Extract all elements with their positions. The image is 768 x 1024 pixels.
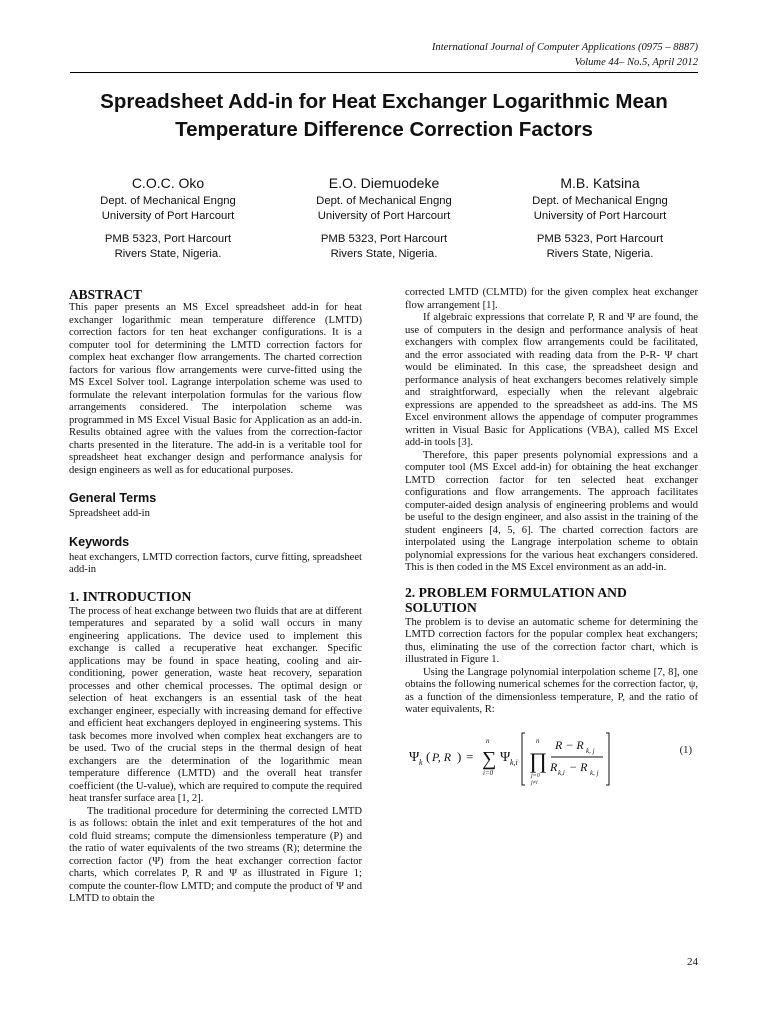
svg-text:Ψ: Ψ: [409, 749, 420, 765]
svg-text:k,i: k,i: [558, 768, 565, 777]
svg-text:(: (: [426, 748, 431, 764]
introduction-paragraph: The process of heat exchange between two fluids that are at different temperatures and separated by a solid wall occurs in many engineering applications. The device used to implement this exchange is called a recuperative heat exchanger. Specific applications may be found in space heating, cooling and air-conditioning, power generation, waste heat recovery, separation processes and other chemical processes. The optimal design or selection of heat exchangers is an essential task of the heat exchanger engineer, especially with increasing demand for effective and efficient heat exchangers deployed in engineering systems. This task becomes more involved when complex heat exchangers are to be used. Two of the crucial steps in the thermal design of heat exchangers are the determination of the logarithmic mean temperature difference (LMTD) and the overall heat transfer coefficient (the U-value), which are required to compute the required heat transfer surface area [1, 2].: [69, 605, 362, 804]
author-address: PMB 5323, Port Harcourt: [320, 233, 448, 245]
section2-heading-line: SOLUTION: [405, 599, 477, 615]
svg-text:j≠i: j≠i: [531, 779, 538, 786]
journal-name: International Journal of Computer Applications (0975 – 8887): [431, 42, 698, 53]
section2-paragraph: Using the Langrage polynomial interpolation scheme [7, 8], one obtains the following numerical schemes for the correction factor, ψ, as a function of the dimensionless temperature, P, and the ratio of water equivalents, R:: [405, 666, 698, 715]
journal-volume: Volume 44– No.5, April 2012: [574, 57, 698, 68]
svg-text:k, j: k, j: [586, 746, 595, 755]
left-column: [69, 287, 362, 906]
author-location: Rivers State, Nigeria.: [114, 247, 222, 260]
author-university: University of Port Harcourt: [317, 209, 451, 222]
author-name: M.B. Katsina: [560, 175, 640, 191]
author-list: [60, 174, 708, 261]
svg-text:=: =: [466, 748, 474, 764]
svg-text:): ): [457, 748, 462, 764]
author-dept: Dept. of Mechanical Engng: [100, 195, 236, 207]
abstract-heading: ABSTRACT: [69, 287, 142, 302]
right-column: [405, 287, 698, 789]
introduction-paragraph-continued: corrected LMTD (CLMTD) for the given complex heat exchanger flow arrangement [1].: [405, 287, 698, 311]
equation-number: (1): [679, 744, 692, 756]
svg-text:k: k: [419, 757, 423, 767]
svg-text:n: n: [486, 736, 490, 745]
svg-text:i=0: i=0: [483, 768, 494, 777]
section2-heading: [405, 585, 698, 615]
section2-heading-line: 2. PROBLEM FORMULATION AND: [405, 584, 627, 600]
abstract-text: This paper presents an MS Excel spreadsheet add-in for heat exchanger logarithmic mean temperature difference (LMTD) correction factors for ten heat exchanger configurations. It is a computer tool for determining the LMTD correction factors for complex heat exchanger flow arrangements. The charted correction factors for various flow arrangements were curve-fitted using the MS Excel Solver tool. Lagrange interpolation scheme was used to formulate the relevant interpolation formulas for the various flow arrangements considered. The interpolation scheme was programmed in MS Excel Visual Basic for Application as an add-in. Results obtained agree with the values from the correction-factor charts presented in the literature. The add-in is a veritable tool for spreadsheet heat exchanger design and performance analysis for design engineers as well as for educational purposes.: [69, 302, 362, 476]
page-number: 24: [687, 956, 698, 968]
svg-text:P, R: P, R: [432, 749, 452, 764]
author-university: University of Port Harcourt: [533, 209, 667, 222]
svg-text:n: n: [536, 736, 540, 745]
author-location: Rivers State, Nigeria.: [546, 247, 654, 260]
section2-paragraph: The problem is to devise an automatic scheme for determining the LMTD correction factors for the popular complex heat exchangers; thus, eliminating the use of the correction factor chart, which is illustrated in Figure 1.: [405, 616, 698, 665]
keywords-heading: Keywords: [69, 534, 130, 549]
svg-text:∏: ∏: [529, 747, 548, 773]
header-rule: [70, 72, 698, 73]
svg-text:j=0: j=0: [531, 772, 540, 779]
general-terms-heading: General Terms: [69, 491, 157, 505]
author-address: PMB 5323, Port Harcourt: [104, 233, 232, 245]
introduction-paragraph: The traditional procedure for determining the corrected LMTD is as follows: obtain the inlet and exit temperatures of the hot and cold fluid streams; compute the dimensionless temperature (P) and the ratio of water equivalents of the two streams (R); determine the correction factor (Ψ) from the heat exchanger correction factor charts, which correlates P, R and Ψ as illustrated in Figure 1; compute the counter-flow LMTD; and compute the product of Ψ and LMTD to obtain the: [69, 805, 362, 904]
author-address: PMB 5323, Port Harcourt: [536, 233, 664, 245]
svg-text:k, j: k, j: [590, 768, 599, 777]
svg-text:R: R: [550, 759, 558, 774]
author-dept: Dept. of Mechanical Engng: [532, 195, 668, 207]
keywords-text: heat exchangers, LMTD correction factors, curve fitting, spreadsheet add-in: [69, 551, 362, 575]
paper-title: Spreadsheet Add-in for Heat Exchanger Logarithmic Mean Temperature Difference Correction Factors: [100, 90, 668, 141]
journal-header: [432, 40, 698, 70]
author-block: [492, 174, 708, 261]
svg-text:k,i: k,i: [510, 757, 518, 767]
svg-text:∑: ∑: [482, 747, 497, 770]
svg-text:− R: − R: [569, 759, 588, 774]
lagrange-interpolation-formula: [405, 727, 665, 789]
author-block: [60, 174, 276, 261]
author-location: Rivers State, Nigeria.: [330, 247, 438, 260]
equation-1: [405, 727, 698, 789]
author-dept: Dept. of Mechanical Engng: [316, 195, 452, 207]
svg-text:Ψ: Ψ: [500, 749, 511, 765]
author-university: University of Port Harcourt: [101, 209, 235, 222]
general-terms-text: Spreadsheet add-in: [69, 508, 150, 519]
author-name: E.O. Diemuodeke: [328, 175, 440, 191]
author-block: [276, 174, 492, 261]
author-name: C.O.C. Oko: [131, 175, 205, 191]
introduction-heading: 1. INTRODUCTION: [69, 588, 192, 604]
introduction-paragraph: Therefore, this paper presents polynomial expressions and a computer tool (MS Excel add-in) for obtaining the heat exchanger LMTD correction factor for ten selected heat exchanger configurations and flow arrangements. The approach facilitates computer-aided design analysis of engineering problems and would be useful to the design engineer, and also assist in the training of the student engineers [4, 5, 6]. The charted correction factors are interpolated using the Langrage interpolation scheme to obtain polynomial expressions for the various heat exchangers considered. This is then coded in the MS Excel environment as an add-in.: [405, 449, 698, 573]
introduction-paragraph: If algebraic expressions that correlate P, R and Ψ are found, the use of computers in the design and performance analysis of heat exchangers with complex flow arrangements could be facilitated, and the error associated with reading data from the P-R- Ψ chart would be eliminated. In this case, the spreadsheet design and performance analysis of heat exchangers becomes relatively simple and straightforward, especially when the relevant algebraic expressions are appended to the spreadsheet as add-ins. The MS Excel environment allows the appendage of computer programmes written in Visual Basic for Applications (VBA), called MS Excel add-in tools [3].: [405, 312, 698, 448]
svg-text:R − R: R − R: [555, 737, 584, 752]
